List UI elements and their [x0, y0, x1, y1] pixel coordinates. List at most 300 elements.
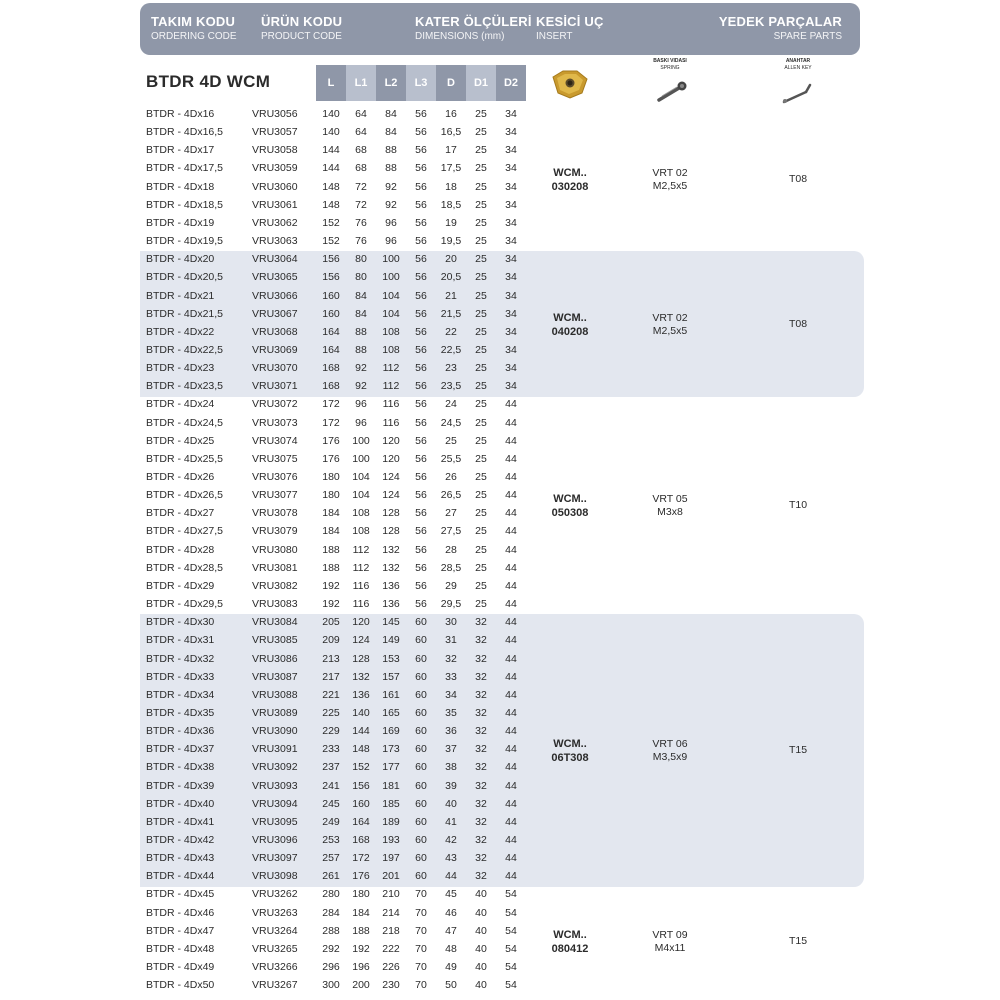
ordering-code: BTDR - 4Dx27 — [146, 507, 215, 520]
ordering-code: BTDR - 4Dx38 — [146, 761, 215, 774]
table-row — [0, 361, 1000, 379]
dim-l: 217 — [322, 670, 340, 683]
ordering-code: BTDR - 4Dx31 — [146, 634, 215, 647]
dim-d: 19 — [445, 216, 457, 229]
dim-l1: 116 — [352, 579, 370, 592]
allen-key-size: T08 — [788, 317, 808, 330]
header-spare-parts-tr: YEDEK PARÇALAR — [718, 14, 842, 29]
dim-d1: 40 — [475, 888, 487, 901]
dim-l1: 112 — [352, 543, 370, 556]
table-row — [0, 815, 1000, 833]
dim-l1: 120 — [352, 616, 370, 629]
spring-label-en: SPRING — [660, 65, 680, 71]
ordering-code: BTDR - 4Dx18 — [146, 180, 215, 193]
product-code: VRU3262 — [252, 888, 298, 901]
product-code: VRU3083 — [252, 598, 298, 611]
dim-l3: 56 — [415, 362, 427, 375]
dim-d2: 54 — [505, 888, 517, 901]
product-code: VRU3096 — [252, 834, 298, 846]
dim-l: 164 — [322, 343, 340, 356]
dim-l2: 120 — [382, 452, 400, 465]
dim-l3: 56 — [415, 398, 427, 411]
dim-d: 41 — [445, 815, 457, 828]
table-row — [0, 869, 1000, 887]
dim-l2: 132 — [382, 561, 400, 574]
product-code: VRU3088 — [252, 688, 298, 701]
table-row — [0, 742, 1000, 760]
dim-d: 50 — [445, 979, 457, 992]
dim-l1: 148 — [352, 743, 370, 756]
dim-l2: 88 — [385, 162, 397, 175]
dim-d1: 32 — [475, 725, 487, 738]
dim-l2: 222 — [382, 942, 400, 955]
product-code: VRU3084 — [252, 616, 298, 629]
dim-l2: 136 — [382, 579, 400, 592]
insert-code-grade: 06T308 — [551, 752, 589, 765]
dim-l2: 104 — [382, 289, 400, 302]
dim-l2: 84 — [385, 126, 397, 139]
header-dimensions — [415, 14, 532, 43]
dim-l: 140 — [322, 108, 340, 120]
dim-l: 172 — [322, 398, 340, 411]
table-row — [0, 343, 1000, 361]
table-row — [0, 252, 1000, 270]
dim-d2: 34 — [505, 126, 517, 139]
dim-d2: 44 — [505, 543, 517, 556]
dim-l2: 128 — [382, 507, 400, 520]
table-row — [0, 760, 1000, 778]
spring-label: BASKI VIDASI — [653, 58, 687, 64]
dim-d: 39 — [445, 779, 457, 792]
dim-l3: 56 — [415, 289, 427, 302]
dim-d1: 25 — [475, 471, 487, 483]
spring-screw — [630, 493, 710, 519]
dim-header-l: L — [316, 65, 346, 101]
dim-l1: 76 — [355, 216, 367, 229]
screw-size: M2,5x5 — [652, 324, 688, 337]
dim-d2: 34 — [505, 271, 517, 284]
dim-d1: 32 — [475, 797, 487, 810]
dim-d: 40 — [445, 797, 457, 810]
dim-l3: 56 — [415, 253, 427, 266]
dim-d: 31 — [445, 634, 457, 647]
table-row — [0, 851, 1000, 869]
ordering-code: BTDR - 4Dx35 — [146, 706, 215, 719]
table-row — [0, 506, 1000, 524]
ordering-code: BTDR - 4Dx26,5 — [146, 489, 224, 502]
ordering-code: BTDR - 4Dx50 — [146, 979, 215, 992]
dim-l3: 56 — [415, 579, 427, 592]
dim-l1: 108 — [352, 507, 370, 520]
ordering-code: BTDR - 4Dx16,5 — [146, 126, 224, 139]
dim-d1: 40 — [475, 961, 487, 974]
dim-l1: 128 — [352, 652, 370, 665]
dim-l: 168 — [322, 362, 340, 375]
dim-l2: 193 — [382, 834, 400, 846]
dim-d1: 32 — [475, 634, 487, 647]
dim-l2: 92 — [385, 198, 397, 211]
dim-d: 28,5 — [440, 561, 462, 574]
table-row — [0, 143, 1000, 161]
dim-d: 21 — [445, 289, 457, 302]
dim-l3: 56 — [415, 162, 427, 175]
table-row — [0, 379, 1000, 397]
dim-l2: 165 — [382, 706, 400, 719]
product-code: VRU3066 — [252, 289, 298, 302]
dim-d1: 25 — [475, 543, 487, 556]
table-row — [0, 161, 1000, 179]
dim-d: 29,5 — [440, 598, 462, 611]
dim-d1: 32 — [475, 870, 487, 883]
product-code: VRU3091 — [252, 743, 298, 756]
ordering-code: BTDR - 4Dx41 — [146, 815, 215, 828]
product-code: VRU3065 — [252, 271, 298, 284]
dim-d: 46 — [445, 906, 457, 919]
dim-l2: 214 — [382, 906, 400, 919]
dim-l2: 145 — [382, 616, 400, 629]
ordering-code: BTDR - 4Dx16 — [146, 108, 215, 120]
dim-l: 205 — [322, 616, 340, 629]
ordering-code: BTDR - 4Dx28 — [146, 543, 215, 556]
dim-d: 25 — [445, 434, 457, 447]
dim-l1: 104 — [352, 471, 370, 483]
dim-l1: 140 — [352, 706, 370, 719]
dim-d: 18,5 — [440, 198, 462, 211]
insert-code-grade: 080412 — [551, 942, 589, 955]
dim-l3: 60 — [415, 815, 427, 828]
product-code: VRU3098 — [252, 870, 298, 883]
table-row — [0, 180, 1000, 198]
insert-code-grade: 040208 — [551, 325, 589, 338]
insert-code-prefix: WCM.. — [553, 493, 587, 506]
dim-l3: 60 — [415, 779, 427, 792]
dim-l1: 180 — [352, 888, 370, 901]
dim-l: 192 — [322, 598, 340, 611]
dim-header-l1: L1 — [346, 65, 376, 101]
dim-d2: 34 — [505, 362, 517, 375]
dim-d2: 44 — [505, 761, 517, 774]
ordering-code: BTDR - 4Dx25 — [146, 434, 215, 447]
dim-l1: 84 — [355, 307, 367, 320]
dim-l: 188 — [322, 561, 340, 574]
dim-d2: 44 — [505, 743, 517, 756]
dim-l3: 56 — [415, 343, 427, 356]
product-code: VRU3266 — [252, 961, 298, 974]
dim-l: 213 — [322, 652, 340, 665]
dim-header-d1: D1 — [466, 65, 496, 101]
header-insert-en: INSERT — [536, 31, 573, 42]
ordering-code: BTDR - 4Dx49 — [146, 961, 215, 974]
dim-d2: 34 — [505, 108, 517, 120]
table-row — [0, 960, 1000, 978]
table-row — [0, 125, 1000, 143]
dim-d: 16,5 — [440, 126, 462, 139]
product-code: VRU3093 — [252, 779, 298, 792]
dim-d2: 34 — [505, 253, 517, 266]
product-code: VRU3082 — [252, 579, 298, 592]
ordering-code: BTDR - 4Dx19,5 — [146, 235, 224, 248]
table-row — [0, 670, 1000, 688]
insert-code — [520, 492, 620, 520]
dim-d: 20 — [445, 253, 457, 266]
dim-d1: 32 — [475, 761, 487, 774]
dim-d: 27 — [445, 507, 457, 520]
dim-l: 300 — [322, 979, 340, 992]
allen-key-size: T15 — [788, 744, 808, 757]
dim-d2: 44 — [505, 616, 517, 629]
dim-d2: 44 — [505, 561, 517, 574]
dim-l: 180 — [322, 471, 340, 483]
table-row — [0, 887, 1000, 905]
dim-l: 140 — [322, 126, 340, 139]
table-row — [0, 198, 1000, 216]
dim-l1: 176 — [352, 870, 370, 883]
dim-d1: 25 — [475, 307, 487, 320]
dim-d2: 54 — [505, 961, 517, 974]
dim-l3: 56 — [415, 126, 427, 139]
dim-d2: 44 — [505, 579, 517, 592]
dim-d1: 25 — [475, 362, 487, 375]
dim-d2: 44 — [505, 725, 517, 738]
dim-d1: 32 — [475, 779, 487, 792]
dim-d1: 25 — [475, 271, 487, 284]
dim-d1: 32 — [475, 616, 487, 629]
header-ordering-code — [151, 14, 237, 43]
table-header-bar — [140, 3, 860, 55]
dim-l3: 70 — [415, 906, 427, 919]
dim-l1: 164 — [352, 815, 370, 828]
dim-l3: 56 — [415, 452, 427, 465]
dim-l2: 112 — [382, 362, 400, 375]
dim-d: 24 — [445, 398, 457, 411]
ordering-code: BTDR - 4Dx45 — [146, 888, 215, 901]
header-ordering-code-tr: TAKIM KODU — [151, 14, 236, 29]
dim-l1: 160 — [352, 797, 370, 810]
dim-d2: 44 — [505, 452, 517, 465]
product-code: VRU3097 — [252, 852, 298, 865]
dim-l2: 157 — [382, 670, 400, 683]
ordering-code: BTDR - 4Dx19 — [146, 216, 215, 229]
dim-d: 48 — [445, 942, 457, 955]
dim-d: 21,5 — [440, 307, 462, 320]
product-code: VRU3090 — [252, 725, 298, 738]
dim-l: 180 — [322, 489, 340, 502]
dim-l1: 72 — [355, 180, 367, 193]
dim-l: 280 — [322, 888, 340, 901]
dim-l: 292 — [322, 942, 340, 955]
ordering-code: BTDR - 4Dx36 — [146, 725, 215, 738]
dim-l1: 76 — [355, 235, 367, 248]
dim-d2: 44 — [505, 834, 517, 846]
dim-l2: 169 — [382, 725, 400, 738]
product-code: VRU3072 — [252, 398, 298, 411]
dim-l2: 177 — [382, 761, 400, 774]
dim-l2: 226 — [382, 961, 400, 974]
dim-d: 18 — [445, 180, 457, 193]
dim-d2: 44 — [505, 434, 517, 447]
dim-d: 22 — [445, 325, 457, 338]
product-code: VRU3062 — [252, 216, 298, 229]
dim-d1: 25 — [475, 343, 487, 356]
allen-key-size: T08 — [788, 172, 808, 185]
table-row — [0, 452, 1000, 470]
dim-d1: 32 — [475, 688, 487, 701]
dim-d2: 34 — [505, 162, 517, 175]
ordering-code: BTDR - 4Dx42 — [146, 834, 215, 846]
dim-l3: 60 — [415, 743, 427, 756]
dim-d2: 44 — [505, 416, 517, 429]
insert-icon — [549, 67, 591, 106]
ordering-code: BTDR - 4Dx37 — [146, 743, 215, 756]
ordering-code: BTDR - 4Dx24,5 — [146, 416, 224, 429]
ordering-code: BTDR - 4Dx44 — [146, 870, 215, 883]
ordering-code: BTDR - 4Dx26 — [146, 471, 215, 483]
dim-l2: 120 — [382, 434, 400, 447]
dim-l3: 60 — [415, 852, 427, 865]
dim-d1: 25 — [475, 235, 487, 248]
dim-l: 192 — [322, 579, 340, 592]
ordering-code: BTDR - 4Dx29 — [146, 579, 215, 592]
dim-l2: 197 — [382, 852, 400, 865]
dim-l1: 200 — [352, 979, 370, 992]
dim-l2: 181 — [382, 779, 400, 792]
dim-d2: 34 — [505, 380, 517, 393]
key-label: ANAHTAR — [785, 58, 811, 64]
dim-l3: 56 — [415, 144, 427, 157]
product-code: VRU3079 — [252, 525, 298, 538]
table-row — [0, 488, 1000, 506]
dim-d1: 25 — [475, 507, 487, 520]
dim-l1: 184 — [352, 906, 370, 919]
table-row — [0, 597, 1000, 615]
product-code: VRU3087 — [252, 670, 298, 683]
dim-d1: 32 — [475, 852, 487, 865]
dim-l3: 56 — [415, 598, 427, 611]
insert-code-grade: 030208 — [551, 180, 589, 193]
dim-d2: 44 — [505, 598, 517, 611]
dim-d1: 40 — [475, 906, 487, 919]
dim-l2: 100 — [382, 253, 400, 266]
dim-d1: 25 — [475, 525, 487, 538]
dim-l2: 189 — [382, 815, 400, 828]
product-code: VRU3075 — [252, 452, 298, 465]
table-row — [0, 107, 1000, 125]
dim-l2: 124 — [382, 489, 400, 502]
ordering-code: BTDR - 4Dx18,5 — [146, 198, 224, 211]
dim-l3: 56 — [415, 307, 427, 320]
dim-d: 25,5 — [440, 452, 462, 465]
dim-l2: 92 — [385, 180, 397, 193]
dim-d: 19,5 — [440, 235, 462, 248]
header-product-code-tr: ÜRÜN KODU — [261, 14, 343, 29]
spring-screw — [630, 312, 710, 338]
table-row — [0, 724, 1000, 742]
dim-l1: 104 — [352, 489, 370, 502]
dim-d2: 34 — [505, 289, 517, 302]
dim-d: 23 — [445, 362, 457, 375]
dim-d1: 25 — [475, 325, 487, 338]
dim-d: 16 — [445, 108, 457, 120]
dim-l: 284 — [322, 906, 340, 919]
ordering-code: BTDR - 4Dx22,5 — [146, 343, 224, 356]
header-insert — [536, 14, 604, 43]
dim-l: 144 — [322, 144, 340, 157]
table-row — [0, 289, 1000, 307]
table-row — [0, 561, 1000, 579]
product-code: VRU3063 — [252, 235, 298, 248]
dim-l: 156 — [322, 271, 340, 284]
dim-d2: 34 — [505, 343, 517, 356]
dim-d: 49 — [445, 961, 457, 974]
ordering-code: BTDR - 4Dx23,5 — [146, 380, 224, 393]
dim-l2: 132 — [382, 543, 400, 556]
product-code: VRU3077 — [252, 489, 298, 502]
dim-l1: 108 — [352, 525, 370, 538]
dim-d1: 25 — [475, 434, 487, 447]
dim-d: 32 — [445, 652, 457, 665]
product-title: BTDR 4D WCM — [146, 72, 271, 91]
dim-d: 24,5 — [440, 416, 462, 429]
dim-l1: 96 — [355, 398, 367, 411]
table-row — [0, 325, 1000, 343]
insert-code-prefix: WCM.. — [553, 928, 587, 941]
dim-l3: 60 — [415, 725, 427, 738]
dim-d: 17,5 — [440, 162, 462, 175]
dim-l3: 70 — [415, 942, 427, 955]
product-code: VRU3080 — [252, 543, 298, 556]
table-row — [0, 797, 1000, 815]
dim-d2: 44 — [505, 398, 517, 411]
dim-l1: 168 — [352, 834, 370, 846]
dim-d: 44 — [445, 870, 457, 883]
product-code: VRU3067 — [252, 307, 298, 320]
dim-l1: 156 — [352, 779, 370, 792]
dim-d1: 40 — [475, 924, 487, 937]
dim-d1: 32 — [475, 670, 487, 683]
screw-code: VRT 06 — [652, 738, 688, 751]
dim-l2: 108 — [382, 343, 400, 356]
insert-code — [520, 928, 620, 956]
dim-l3: 60 — [415, 870, 427, 883]
ordering-code: BTDR - 4Dx32 — [146, 652, 215, 665]
dim-l3: 60 — [415, 652, 427, 665]
product-code: VRU3059 — [252, 162, 298, 175]
dim-l3: 56 — [415, 235, 427, 248]
dim-d1: 25 — [475, 579, 487, 592]
dim-l3: 56 — [415, 180, 427, 193]
table-row — [0, 906, 1000, 924]
dim-l3: 70 — [415, 961, 427, 974]
spring-screw — [630, 167, 710, 193]
dim-l: 296 — [322, 961, 340, 974]
header-ordering-code-en: ORDERING CODE — [151, 31, 237, 42]
dim-l1: 100 — [352, 434, 370, 447]
ordering-code: BTDR - 4Dx24 — [146, 398, 215, 411]
dim-l2: 153 — [382, 652, 400, 665]
dim-l2: 149 — [382, 634, 400, 647]
dim-l1: 88 — [355, 325, 367, 338]
dim-d2: 44 — [505, 797, 517, 810]
dim-l1: 88 — [355, 343, 367, 356]
dim-l: 176 — [322, 434, 340, 447]
ordering-code: BTDR - 4Dx46 — [146, 906, 215, 919]
screw-size: M2,5x5 — [652, 179, 688, 192]
dim-d2: 44 — [505, 634, 517, 647]
dim-d1: 40 — [475, 979, 487, 992]
table-row — [0, 978, 1000, 996]
product-code: VRU3073 — [252, 416, 298, 429]
dim-d1: 25 — [475, 289, 487, 302]
